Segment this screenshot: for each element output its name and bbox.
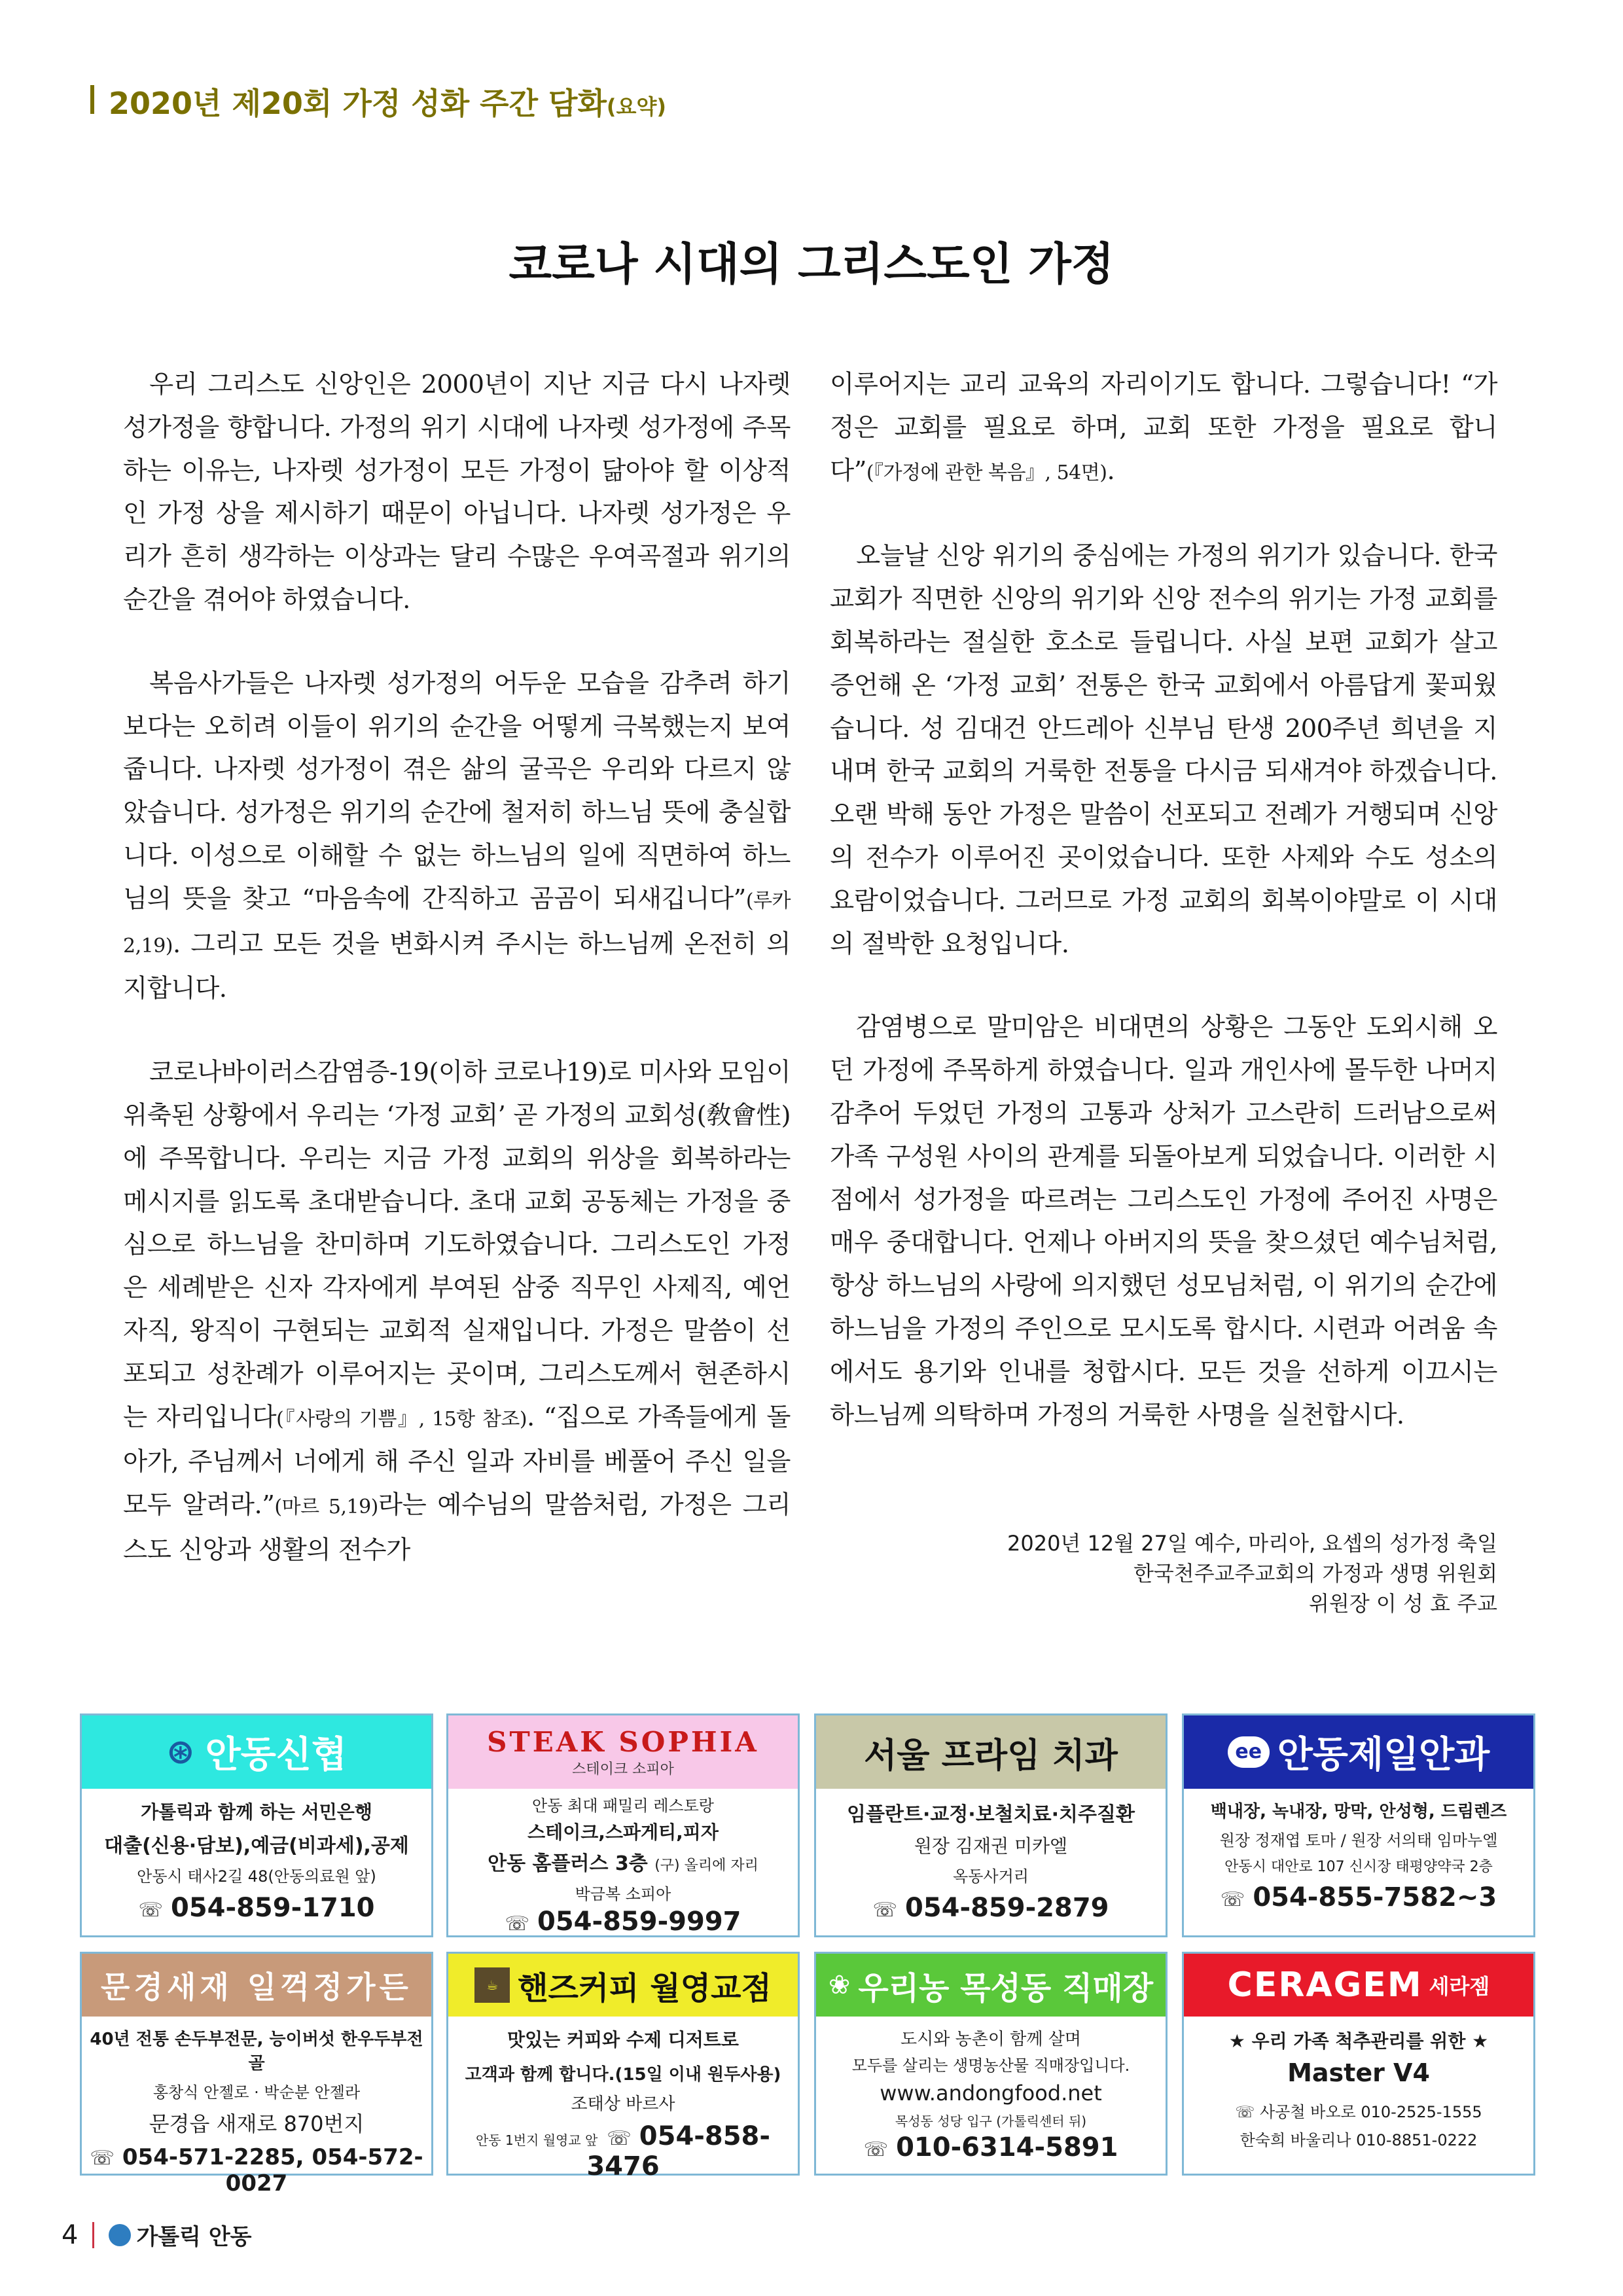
ad-header: CERAGEM 세라젬: [1184, 1954, 1533, 2017]
ad-seoul-prime-dental[interactable]: 서울 프라임 치과 임플란트·교정·보철치료·치주질환 원장 김재권 미카엘 옥동사거리 ☏ 054-859-2879: [814, 1713, 1168, 1937]
phone-icon: ☏: [505, 1912, 529, 1935]
paragraph: 코로나바이러스감염증-19(이하 코로나19)로 미사와 모임이 위축된 상황에서 우리는 ‘가정 교회’ 곧 가정의 교회성(敎會性)에 주목합니다. 우리는 지금 가정 교회의 위상을 회복하라는 메시지를 읽도록 초대받습니다. 초대 교회 공동체는 가정을 중심으로 하느님을 찬미하며 기도하였습니다. 그리스도인 가정은 세례받은 신자 각자에게 부여된 삼중 직무인 사제직, 예언자직, 왕직이 구현되는 교회적 실재입니다. 가정은 말씀이 선포되고 성찬례가 이루어지는 곳이며, 그리스도께서 현존하시는 자리입니다(『사랑의 기쁨』, 15항 참조). “집으로 가족들에게 돌아가, 주님께서 너에게 해 주신 일과 자비를 베풀어 주신 일을 모두 알려라.”(마르 5,19)라는 예수님의 말씀처럼, 가정은 그리스도 신앙과 생활의 전수가: [123, 1058, 791, 1565]
signature-name: 위원장 이 성 효 주교: [1309, 1591, 1497, 1616]
ad-urinong-store[interactable]: ❀ 우리농 목성동 직매장 도시와 농촌이 함께 살며 모두를 살리는 생명농산물 직매장입니다. www.andongfood.net 목성동 성당 입구 (가톨릭센터 뒤) ☏ 010-6314-5891: [814, 1952, 1168, 2176]
ad-andong-jeil-eye-clinic[interactable]: ee 안동제일안과 백내장, 녹내장, 망막, 안성형, 드림렌즈 원장 정재엽 토마 / 원장 서의태 임마누엘 안동시 대안로 107 신시장 태평양약국 2층 ☏ 054-855-7582~3: [1182, 1713, 1535, 1937]
credit-union-logo-icon: ⊛: [166, 1732, 195, 1772]
header-subtitle: (요약): [606, 94, 666, 119]
ad-header: ❀ 우리농 목성동 직매장: [816, 1954, 1166, 2017]
header-bar: [90, 85, 94, 114]
ad-steak-sophia[interactable]: STEAK SOPHIA 스테이크 소피아 안동 최대 패밀리 레스토랑 스테이크,스파게티,피자 안동 홈플러스 3층 (구) 올리에 자리 박금복 소피아 ☏ 054-859-9997: [446, 1713, 800, 1937]
citation: (『가정에 관한 복음』, 54면): [866, 461, 1107, 484]
article-right-column: [830, 363, 1497, 1477]
section-header: [90, 80, 666, 123]
page-number: 4: [62, 2219, 79, 2250]
phone-icon: ☏: [863, 2138, 889, 2161]
ad-hands-coffee[interactable]: ☕ 핸즈커피 월영교점 맛있는 커피와 수제 디저트로 고객과 함께 합니다.(15일 이내 원두사용) 조태상 바르사 안동 1번지 월영교 앞 ☏ 054-858-3476: [446, 1952, 800, 2176]
paragraph: 복음사가들은 나자렛 성가정의 어두운 모습을 감추려 하기보다는 오히려 이들이 위기의 순간을 어떻게 극복했는지 보여 줍니다. 나자렛 성가정이 겪은 삶의 굴곡은 우리와 다르지 않았습니다. 성가정은 위기의 순간에 철저히 하느님 뜻에 충실합니다. 이성으로 이해할 수 없는 하느님의 일에 직면하여 하느님의 뜻을 찾고 “마음속에 간직하고 곰곰이 되새깁니다”(루카 2,19). 그리고 모든 것을 변화시켜 주시는 하느님께 온전히 의지합니다.: [123, 668, 791, 1004]
article-title: 코로나 시대의 그리스도인 가정: [508, 239, 1115, 291]
catholic-andong-logo-icon: [109, 2224, 131, 2246]
eye-clinic-logo-icon: ee: [1228, 1736, 1270, 1768]
paragraph: 우리 그리스도 신앙인은 2000년이 지난 지금 다시 나자렛 성가정을 향합니다. 가정의 위기 시대에 나자렛 성가정에 주목하는 이유는, 나자렛 성가정이 모든 가정이 닮아야 할 이상적인 가정 상을 제시하기 때문이 아닙니다. 나자렛 성가정은 우리가 흔히 생각하는 이상과는 달리 수많은 우여곡절과 위기의 순간을 겪어야 하였습니다.: [123, 370, 791, 615]
phone-icon: ☏: [90, 2147, 115, 2170]
signature-org: 한국천주교주교회의 가정과 생명 위원회: [1133, 1561, 1497, 1586]
paragraph: 감염병으로 말미암은 비대면의 상황은 그동안 도외시해 오던 가정에 주목하게 하였습니다. 일과 개인사에 몰두한 나머지 감추어 두었던 가정의 고통과 상처가 고스란히 드러남으로써 가족 구성원 사이의 관계를 되돌아보게 되었습니다. 이러한 시점에서 성가정을 따르려는 그리스도인 가정에 주어진 사명은 매우 중대합니다. 언제나 아버지의 뜻을 찾으셨던 예수님처럼, 항상 하느님의 사랑에 의지했던 성모님처럼, 이 위기의 순간에 하느님을 가정의 주인으로 모시도록 합시다. 시련과 어려움 속에서도 용기와 인내를 청합시다. 모든 것을 선하게 이끄시는 하느님께 의탁하며 가정의 거룩한 사명을 실천합시다.: [830, 1013, 1497, 1430]
phone-icon: ☏: [607, 2127, 632, 2150]
citation: (마르 5,19): [274, 1496, 378, 1519]
phone-icon: ☏: [1235, 2103, 1260, 2121]
citation: (『사랑의 기쁨』, 15항 참조): [276, 1407, 527, 1431]
coffee-logo-icon: ☕: [474, 1967, 510, 2003]
ad-header: ☕ 핸즈커피 월영교점: [448, 1954, 798, 2017]
paragraph: 오늘날 신앙 위기의 중심에는 가정의 위기가 있습니다. 한국 교회가 직면한 신앙의 위기와 신앙 전수의 위기는 가정 교회를 회복하라는 절실한 호소로 들립니다. 사실 보편 교회가 살고 증언해 온 ‘가정 교회’ 전통은 한국 교회에서 아름답게 꽃피웠습니다. 성 김대건 안드레아 신부님 탄생 200주년 희년을 지내며 한국 교회의 거룩한 전통을 다시금 되새겨야 하겠습니다. 오랜 박해 동안 가정은 말씀이 선포되고 전례가 거행되며 신앙의 전수가 이루어진 곳이었습니다. 또한 사제와 수도 성소의 요람이었습니다. 그러므로 가정 교회의 회복이야말로 이 시대의 절박한 요청입니다.: [830, 541, 1497, 959]
leaf-logo-icon: ❀: [828, 1970, 851, 2000]
ad-header: ee 안동제일안과: [1184, 1715, 1533, 1789]
signature: [1007, 1528, 1497, 1619]
header-title: 2020년 제20회 가정 성화 주간 담화: [109, 86, 607, 121]
phone-icon: ☏: [872, 1899, 897, 1922]
ad-mungyeong-garden[interactable]: 문경새재 일꺽정가든 40년 전통 손두부전문, 능이버섯 한우두부전골 홍창식 안젤로 · 박순분 안젤라 문경읍 새재로 870번지 ☏ 054-571-2285, 054-572-0027: [80, 1952, 433, 2176]
citation: (루카 2,19): [123, 889, 791, 958]
ad-header: 서울 프라임 치과: [816, 1715, 1166, 1789]
signature-date: 2020년 12월 27일 예수, 마리아, 요셉의 성가정 축일: [1007, 1531, 1497, 1556]
page-footer: [62, 2219, 252, 2251]
phone-icon: ☏: [138, 1899, 163, 1922]
ad-header: ⊛ 안동신협: [82, 1715, 431, 1789]
footer-divider: [92, 2222, 94, 2248]
footer-brand: 가톨릭 안동: [109, 2219, 251, 2251]
ad-header: STEAK SOPHIA 스테이크 소피아: [448, 1715, 798, 1789]
ad-header: 문경새재 일꺽정가든: [82, 1954, 431, 2017]
ad-andong-credit-union[interactable]: ⊛ 안동신협 가톨릭과 함께 하는 서민은행 대출(신용·담보),예금(비과세),공제 안동시 태사2길 48(안동의료원 앞) ☏ 054-859-1710: [80, 1713, 433, 1937]
article-left-column: [123, 363, 791, 1613]
ad-ceragem[interactable]: CERAGEM 세라젬 ★ 우리 가족 척추관리를 위한 ★ Master V4 ☏ 사공철 바오로 010-2525-1555 한숙희 바울리나 010-8851-0222: [1182, 1952, 1535, 2176]
paragraph: 이루어지는 교리 교육의 자리이기도 합니다. 그렇습니다! “가정은 교회를 필요로 하며, 교회 또한 가정을 필요로 합니다”(『가정에 관한 복음』, 54면).: [830, 370, 1497, 486]
phone-icon: ☏: [1220, 1888, 1245, 1911]
